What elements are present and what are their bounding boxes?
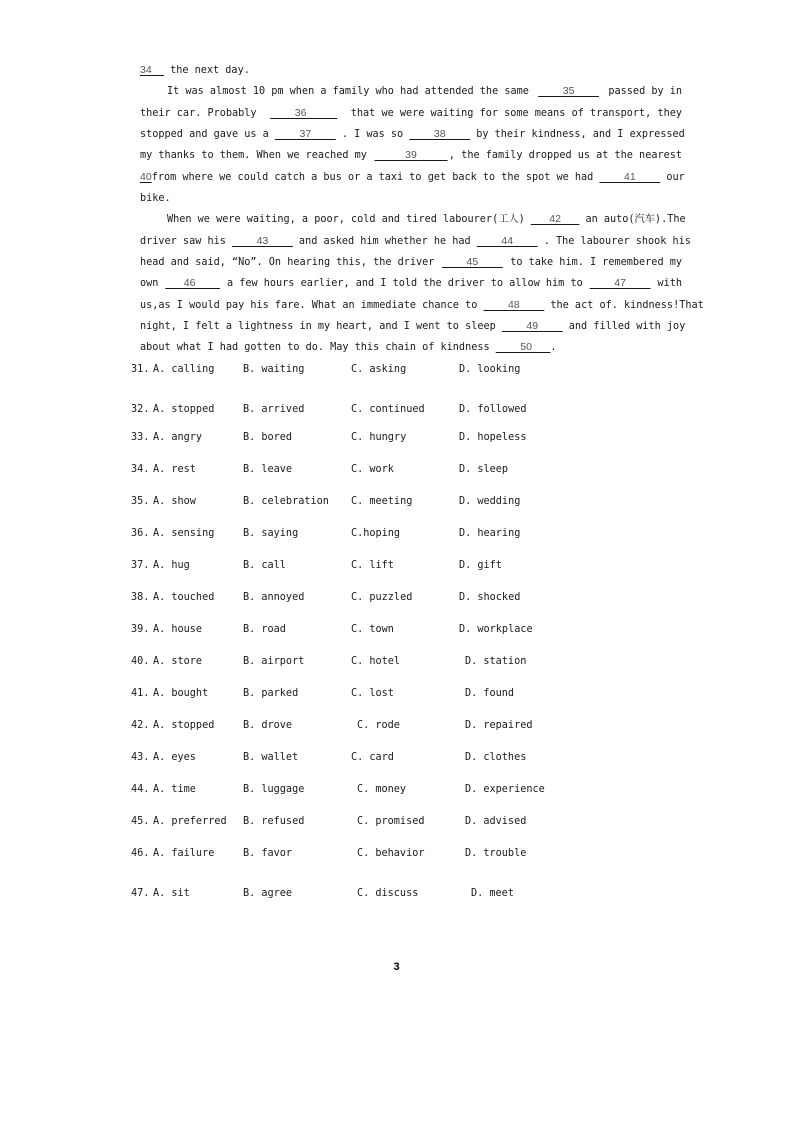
blank-40: 40 [140,170,152,183]
question-row [0,686,793,702]
question-row [0,622,793,638]
option-c: C. promised [357,816,425,827]
option-b: B. wallet [243,752,299,763]
option-b: B. drove [243,720,293,731]
option-a: A. angry [153,432,203,443]
question-row [0,886,793,902]
question-number: 40. [131,656,150,667]
question-number: 41. [131,688,150,699]
passage-line: head and said, “No”. On hearing this, the driver ____45____ to take him. I remembered my [140,252,682,273]
question-number: 43. [131,752,150,763]
passage-line: driver saw his ____43____ and asked him whether he had ____44____ . The labourer shook his [140,231,682,252]
option-a: A. stopped [153,720,215,731]
question-number: 31. [131,364,150,375]
option-a: A. rest [153,464,196,475]
blank-36: ____36_____ [270,106,338,119]
page-number: 3 [393,961,400,973]
option-d: D. hearing [459,528,521,539]
option-d: D. wedding [459,496,521,507]
passage-line: bike. [140,193,171,205]
option-a: A. eyes [153,752,196,763]
option-d: D. followed [459,404,527,415]
passage-line: 40 from where we could catch a bus or a taxi to get back to the spot we had ____41____ our [140,167,682,188]
option-b: B. refused [243,816,305,827]
option-b: B. arrived [243,404,305,415]
option-c: C. money [357,784,407,795]
passage-line: night, I felt a lightness in my heart, and I went to sleep ____49____ and filled with joy [140,316,682,337]
option-b: B. agree [243,888,293,899]
option-d: D. meet [471,888,514,899]
question-number: 32. [131,404,150,415]
question-row [0,526,793,542]
blank-43: ____43____ [232,234,293,247]
option-d: D. experience [465,784,545,795]
option-a: A. store [153,656,203,667]
question-number: 47. [131,888,150,899]
question-row [0,402,793,418]
option-a: A. bought [153,688,209,699]
option-c: C. hungry [351,432,407,443]
question-number: 39. [131,624,150,635]
question-row [0,362,793,378]
passage-line: 34__ the next day. [140,60,682,81]
option-a: A. calling [153,364,215,375]
option-d: D. shocked [459,592,521,603]
question-number: 36. [131,528,150,539]
passage-line: When we were waiting, a poor, cold and tired labourer(工人) ___42___ an auto(汽车).The [140,209,682,230]
question-number: 44. [131,784,150,795]
option-b: B. annoyed [243,592,305,603]
option-d: D. found [465,688,515,699]
option-c: C. meeting [351,496,413,507]
blank-37: ____37____ [274,128,336,141]
option-c: C. continued [351,404,425,415]
option-c: C.hoping [351,528,401,539]
question-number: 37. [131,560,150,571]
question-row [0,558,793,574]
option-c: C. puzzled [351,592,413,603]
blank-44: ____44____ [476,234,538,247]
option-b: B. airport [243,656,305,667]
option-a: A. touched [153,592,215,603]
question-number: 45. [131,816,150,827]
option-b: B. call [243,560,286,571]
passage-line: us,as I would pay his fare. What an immediate chance to ____48____ the act of. kindness!That [140,295,682,316]
blank-34: 34__ [140,64,164,76]
question-row [0,718,793,734]
option-a: A. sit [153,888,190,899]
option-b: B. celebration [243,496,329,507]
question-row [0,654,793,670]
option-c: C. asking [351,364,407,375]
blank-46: ___46____ [165,277,221,290]
question-row [0,846,793,862]
option-c: C. discuss [357,888,419,899]
blank-48: ____48____ [483,298,545,311]
blank-41: ____41____ [599,170,661,183]
question-row [0,462,793,478]
option-d: D. repaired [465,720,533,731]
question-number: 35. [131,496,150,507]
option-c: C. behavior [357,848,425,859]
option-c: C. card [351,752,394,763]
question-number: 34. [131,464,150,475]
passage-line: their car. Probably ____36_____ that we were waiting for some means of transport, they [140,103,682,124]
option-b: B. road [243,624,286,635]
question-number: 38. [131,592,150,603]
option-a: A. house [153,624,203,635]
option-a: A. time [153,784,196,795]
option-b: B. bored [243,432,293,443]
option-c: C. rode [357,720,400,731]
option-a: A. sensing [153,528,215,539]
passage-line: own ___46____ a few hours earlier, and I told the driver to allow him to ____47____ with [140,273,682,294]
option-b: B. parked [243,688,299,699]
question-row [0,782,793,798]
option-c: C. work [351,464,394,475]
blank-49: ____49____ [501,320,563,333]
option-b: B. saying [243,528,299,539]
option-a: A. preferred [153,816,227,827]
option-c: C. town [351,624,394,635]
blank-39: _____39_____ [374,149,448,162]
passage-line: my thanks to them. When we reached my _____39_____ , the family dropped us at the nearest [140,145,682,166]
blank-50: ____50___ [495,341,551,354]
question-number: 33. [131,432,150,443]
option-d: D. clothes [465,752,527,763]
option-a: A. show [153,496,196,507]
option-a: A. failure [153,848,215,859]
passage-line: stopped and gave us a ____37____ . I was so ____38____ by their kindness, and I expressed [140,124,682,145]
passage-line: It was almost 10 pm when a family who had attended the same ____35____ passed by in [140,81,682,102]
option-c: C. lost [351,688,394,699]
blank-38: ____38____ [409,128,471,141]
option-a: A. stopped [153,404,215,415]
question-row [0,814,793,830]
option-b: B. leave [243,464,293,475]
question-row [0,430,793,446]
option-a: A. hug [153,560,190,571]
option-d: D. station [465,656,527,667]
blank-42: ___42___ [530,213,580,226]
option-d: D. advised [465,816,527,827]
option-b: B. waiting [243,364,305,375]
option-b: B. luggage [243,784,305,795]
option-d: D. looking [459,364,521,375]
question-number: 42. [131,720,150,731]
option-b: B. favor [243,848,293,859]
option-c: C. lift [351,560,394,571]
option-d: D. gift [459,560,502,571]
option-c: C. hotel [351,656,401,667]
option-d: D. sleep [459,464,509,475]
question-row [0,750,793,766]
option-d: D. hopeless [459,432,527,443]
blank-47: ____47____ [589,277,651,290]
question-number: 46. [131,848,150,859]
option-d: D. trouble [465,848,527,859]
question-row [0,494,793,510]
blank-35: ____35____ [538,85,600,98]
passage-line: about what I had gotten to do. May this chain of kindness ____50___ . [140,337,682,358]
option-d: D. workplace [459,624,533,635]
blank-45: ____45____ [441,256,503,269]
question-row [0,590,793,606]
